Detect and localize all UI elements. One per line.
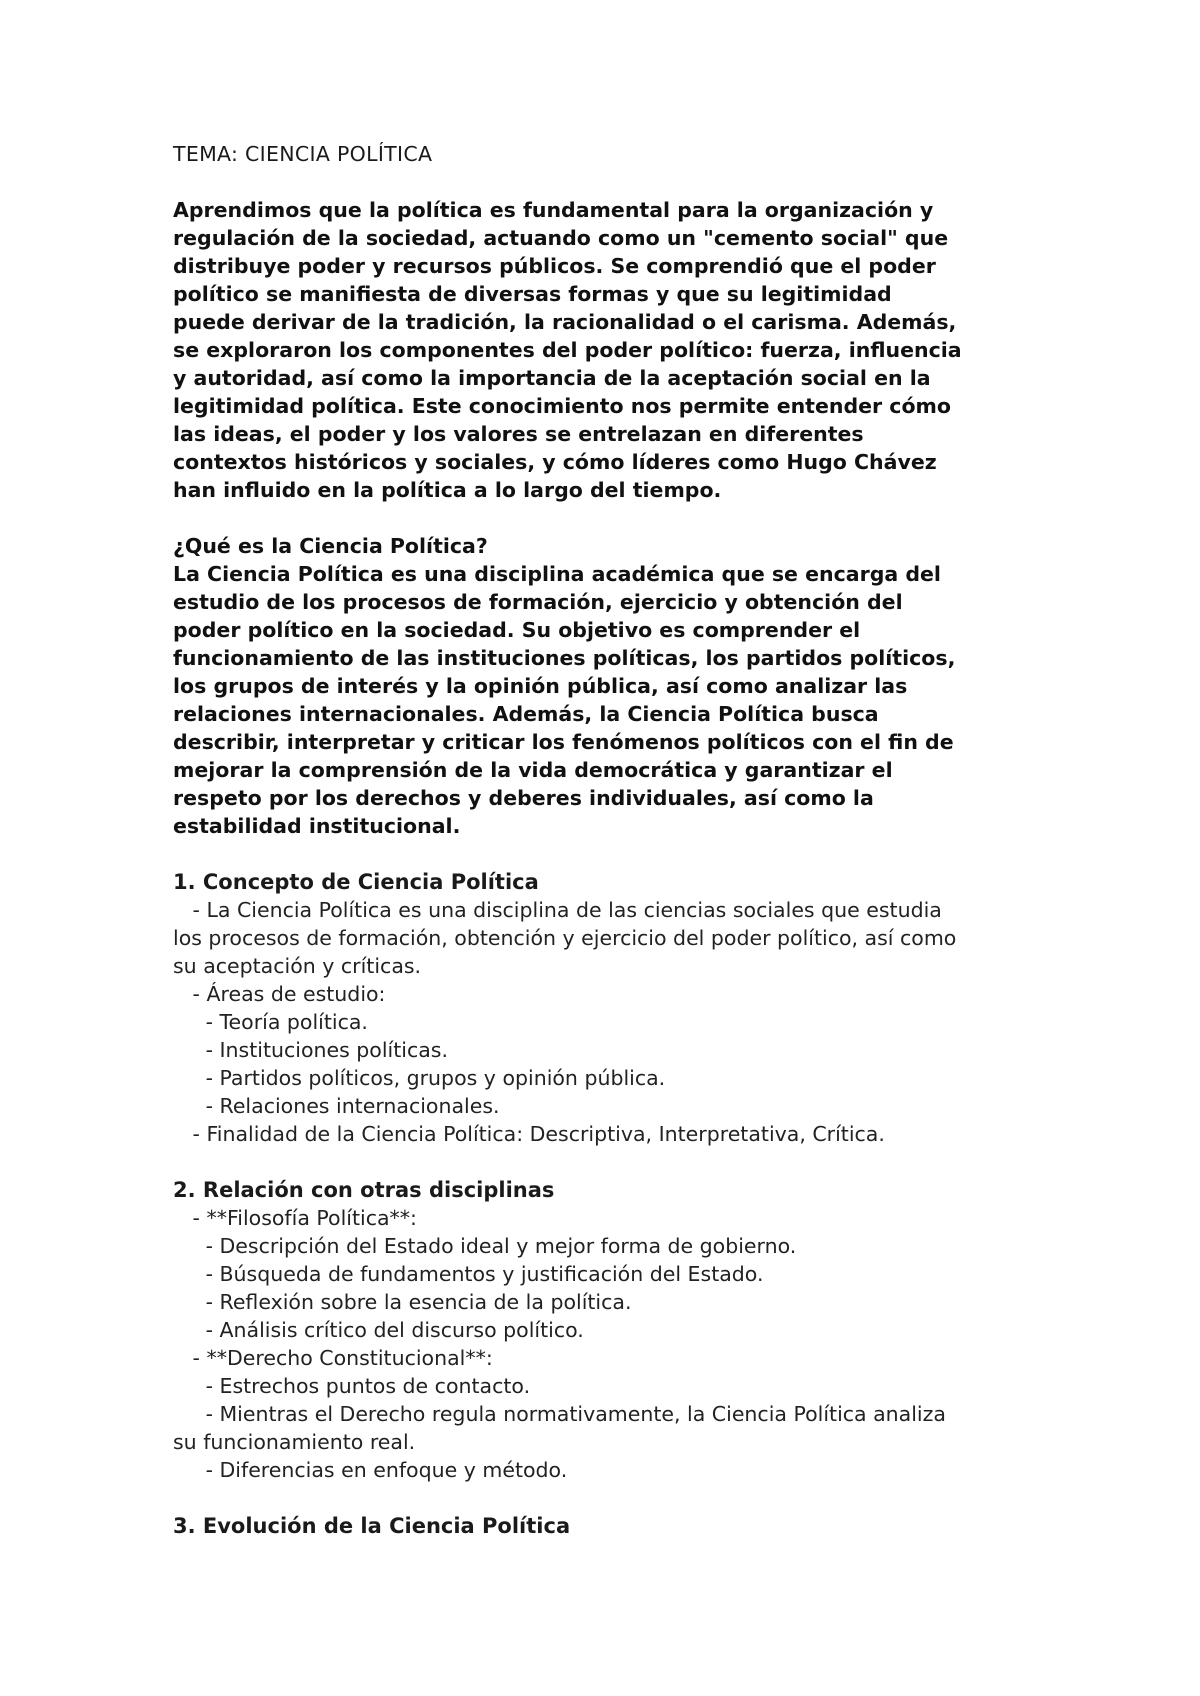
list-item: - Reflexión sobre la esencia de la política.	[173, 1290, 632, 1314]
list-item: - Descripción del Estado ideal y mejor forma de gobierno.	[173, 1234, 797, 1258]
paragraph-line: los grupos de interés y la opinión pública, así como analizar las	[173, 674, 908, 698]
paragraph-line: mejorar la comprensión de la vida democrática y garantizar el	[173, 758, 893, 782]
paragraph-line: estabilidad institucional.	[173, 814, 461, 838]
paragraph-line: legitimidad política. Este conocimiento nos permite entender cómo	[173, 394, 951, 418]
list-item: - Finalidad de la Ciencia Política: Descriptiva, Interpretativa, Crítica.	[173, 1122, 885, 1146]
question-section	[173, 532, 1073, 840]
spacer	[173, 168, 1073, 196]
list-item: su aceptación y críticas.	[173, 954, 422, 978]
paragraph-line: político se manifiesta de diversas formas y que su legitimidad	[173, 282, 892, 306]
intro-paragraph	[173, 196, 1073, 504]
spacer	[173, 840, 1073, 868]
paragraph-line: Aprendimos que la política es fundamental para la organización y	[173, 198, 934, 222]
document-title: TEMA: CIENCIA POLÍTICA	[173, 142, 433, 166]
paragraph-line: puede derivar de la tradición, la racionalidad o el carisma. Además,	[173, 310, 957, 334]
list-item: - **Derecho Constitucional**:	[173, 1346, 493, 1370]
list-item: - Mientras el Derecho regula normativamente, la Ciencia Política analiza	[173, 1402, 946, 1426]
list-item: su funcionamiento real.	[173, 1430, 416, 1454]
spacer	[173, 1148, 1073, 1176]
paragraph-line: estudio de los procesos de formación, ejercicio y obtención del	[173, 590, 903, 614]
list-item: - Áreas de estudio:	[173, 982, 386, 1006]
document-page	[173, 140, 1073, 1540]
section-2	[173, 1176, 1073, 1484]
paragraph-line: describir, interpretar y criticar los fenómenos políticos con el fin de	[173, 730, 954, 754]
paragraph-line: relaciones internacionales. Además, la Ciencia Política busca	[173, 702, 879, 726]
section-3-heading: 3. Evolución de la Ciencia Política	[173, 1514, 571, 1538]
list-item: - Partidos políticos, grupos y opinión pública.	[173, 1066, 666, 1090]
paragraph-line: poder político en la sociedad. Su objetivo es comprender el	[173, 618, 861, 642]
list-item: - Relaciones internacionales.	[173, 1094, 500, 1118]
paragraph-line: contextos históricos y sociales, y cómo líderes como Hugo Chávez	[173, 450, 937, 474]
section-3	[173, 1512, 1073, 1540]
paragraph-line: han influido en la política a lo largo del tiempo.	[173, 478, 722, 502]
section-1	[173, 868, 1073, 1148]
section-2-heading: 2. Relación con otras disciplinas	[173, 1178, 555, 1202]
spacer	[173, 1484, 1073, 1512]
section-1-heading: 1. Concepto de Ciencia Política	[173, 870, 539, 894]
list-item: - Instituciones políticas.	[173, 1038, 448, 1062]
paragraph-line: las ideas, el poder y los valores se entrelazan en diferentes	[173, 422, 864, 446]
list-item: - **Filosofía Política**:	[173, 1206, 417, 1230]
paragraph-line: respeto por los derechos y deberes individuales, así como la	[173, 786, 874, 810]
question-heading: ¿Qué es la Ciencia Política?	[173, 534, 488, 558]
paragraph-line: regulación de la sociedad, actuando como un "cemento social" que	[173, 226, 949, 250]
paragraph-line: funcionamiento de las instituciones políticas, los partidos políticos,	[173, 646, 956, 670]
paragraph-line: y autoridad, así como la importancia de la aceptación social en la	[173, 366, 931, 390]
paragraph-line: se exploraron los componentes del poder político: fuerza, influencia	[173, 338, 962, 362]
paragraph-line: La Ciencia Política es una disciplina académica que se encarga del	[173, 562, 941, 586]
list-item: - Búsqueda de fundamentos y justificación del Estado.	[173, 1262, 764, 1286]
list-item: los procesos de formación, obtención y ejercicio del poder político, así como	[173, 926, 957, 950]
list-item: - Diferencias en enfoque y método.	[173, 1458, 568, 1482]
list-item: - Estrechos puntos de contacto.	[173, 1374, 531, 1398]
list-item: - Teoría política.	[173, 1010, 368, 1034]
list-item: - Análisis crítico del discurso político.	[173, 1318, 584, 1342]
spacer	[173, 504, 1073, 532]
list-item: - La Ciencia Política es una disciplina de las ciencias sociales que estudia	[173, 898, 942, 922]
paragraph-line: distribuye poder y recursos públicos. Se comprendió que el poder	[173, 254, 936, 278]
